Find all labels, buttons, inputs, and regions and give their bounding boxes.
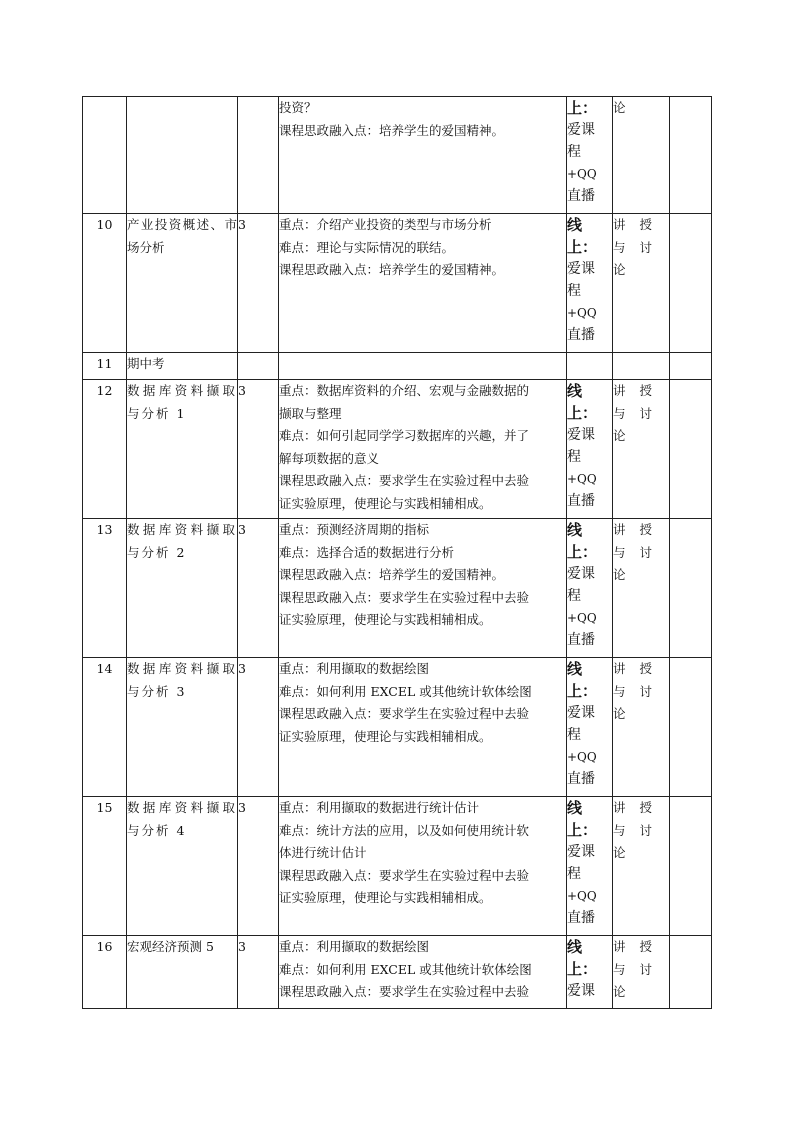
content-line: 课程思政融入点：培养学生的爱国精神。 (279, 122, 505, 138)
topic-cell: 数据库资料撷取与分析 4 (127, 797, 238, 936)
content-line: 投资？ (279, 100, 317, 115)
content-cell (279, 936, 567, 1009)
mode-line: 上： (567, 682, 598, 700)
content-cell (279, 214, 567, 353)
teaching-mode-cell (567, 797, 613, 936)
week-number: 13 (83, 519, 127, 658)
topic-cell: 宏观经济预测 5 (127, 936, 238, 1009)
hours-cell: 3 (238, 214, 279, 353)
content-line: 重点：利用撷取的数据绘图 (279, 939, 430, 954)
mode-line: 上： (567, 543, 598, 561)
teaching-method-cell: 论 (613, 97, 670, 214)
mode-line: 爱课 (567, 122, 595, 138)
teaching-method-cell: 讲授与讨论 (613, 797, 670, 936)
mode-line: 直播 (567, 771, 595, 787)
table-row (83, 797, 712, 936)
topic-cell: 期中考 (127, 353, 238, 380)
content-cell (279, 353, 567, 380)
mode-line: +QQ (567, 750, 597, 764)
content-line: 证实验原理，使理论与实践相辅相成。 (279, 495, 492, 511)
content-line: 课程思政融入点：要求学生在实验过程中去验 (279, 473, 530, 488)
hours-cell: 3 (238, 936, 279, 1009)
teaching-method-cell: 讲授与讨论 (613, 519, 670, 658)
week-number: 15 (83, 797, 127, 936)
remarks-cell (670, 519, 712, 658)
table-row (83, 380, 712, 519)
content-line: 难点：选择合适的数据进行分析 (279, 544, 455, 560)
mode-line: +QQ (567, 306, 597, 320)
content-line: 重点：利用撷取的数据绘图 (279, 661, 430, 676)
remarks-cell (670, 97, 712, 214)
content-line: 重点：利用撷取的数据进行统计估计 (279, 800, 480, 815)
mode-line: 线 (567, 938, 583, 956)
teaching-mode-cell (567, 658, 613, 797)
week-number: 11 (83, 353, 127, 380)
mode-line: +QQ (567, 611, 597, 625)
teaching-mode-cell (567, 519, 613, 658)
mode-line: 程 (567, 588, 581, 604)
hours-cell: 3 (238, 658, 279, 797)
mode-line: 线 (567, 382, 583, 400)
week-number (83, 97, 127, 214)
remarks-cell (670, 658, 712, 797)
remarks-cell (670, 380, 712, 519)
content-cell (279, 658, 567, 797)
mode-line: +QQ (567, 889, 597, 903)
content-cell (279, 97, 567, 214)
table-row (83, 658, 712, 797)
mode-line: 上： (567, 404, 598, 422)
course-schedule-table (82, 96, 712, 1009)
teaching-method-cell (613, 353, 670, 380)
content-line: 重点：数据库资料的介绍、宏观与金融数据的 (279, 383, 530, 398)
week-number: 14 (83, 658, 127, 797)
content-line: 难点：统计方法的应用，以及如何使用统计软 (279, 822, 530, 838)
content-line: 课程思政融入点：培养学生的爱国精神。 (279, 262, 505, 277)
content-line: 证实验原理，使理论与实践相辅相成。 (279, 890, 492, 905)
hours-cell: 3 (238, 380, 279, 519)
mode-line: 程 (567, 866, 581, 882)
content-line: 难点：如何利用 EXCEL 或其他统计软体绘图 (279, 961, 532, 977)
content-line: 课程思政融入点：培养学生的爱国精神。 (279, 567, 505, 582)
topic-cell: 数据库资料撷取与分析 2 (127, 519, 238, 658)
mode-line: 直播 (567, 493, 595, 509)
content-line: 难点：如何利用 EXCEL 或其他统计软体绘图 (279, 683, 532, 699)
mode-line: 爱课 (567, 844, 595, 860)
mode-line: 爱课 (567, 566, 595, 582)
mode-line: 程 (567, 283, 581, 299)
topic-cell (127, 97, 238, 214)
content-line: 证实验原理，使理论与实践相辅相成。 (279, 612, 492, 627)
hours-cell (238, 353, 279, 380)
mode-line: 上： (567, 99, 598, 117)
mode-line: 程 (567, 727, 581, 743)
table-row (83, 936, 712, 1009)
content-line: 证实验原理，使理论与实践相辅相成。 (279, 728, 492, 744)
remarks-cell (670, 353, 712, 380)
remarks-cell (670, 797, 712, 936)
mode-line: 爱课 (567, 261, 595, 277)
mode-line: 线 (567, 799, 583, 817)
teaching-mode-cell (567, 97, 613, 214)
mode-line: 爱课 (567, 983, 595, 999)
content-line: 体进行统计估计 (279, 845, 367, 860)
table-row (83, 519, 712, 658)
mode-line: 直播 (567, 910, 595, 926)
content-cell (279, 380, 567, 519)
teaching-method-cell: 讲授与讨论 (613, 658, 670, 797)
content-line: 课程思政融入点：要求学生在实验过程中去验 (279, 706, 530, 721)
teaching-method-cell: 讲授与讨论 (613, 214, 670, 353)
teaching-method-cell: 讲授与讨论 (613, 936, 670, 1009)
topic-cell: 数据库资料撷取与分析 3 (127, 658, 238, 797)
content-line: 难点：如何引起同学学习数据库的兴趣，并了 (279, 428, 530, 443)
week-number: 16 (83, 936, 127, 1009)
hours-cell (238, 97, 279, 214)
mode-line: 程 (567, 144, 581, 160)
mode-line: 直播 (567, 188, 595, 204)
topic-cell: 数据库资料撷取与分析 1 (127, 380, 238, 519)
mode-line: +QQ (567, 472, 597, 486)
mode-line: 线 (567, 216, 583, 234)
mode-line: 线 (567, 660, 583, 678)
mode-line: 爱课 (567, 705, 595, 721)
teaching-mode-cell (567, 214, 613, 353)
teaching-method-cell: 讲授与讨论 (613, 380, 670, 519)
content-line: 课程思政融入点：要求学生在实验过程中去验 (279, 984, 530, 999)
table-row (83, 214, 712, 353)
table-row (83, 97, 712, 214)
content-line: 课程思政融入点：要求学生在实验过程中去验 (279, 867, 530, 883)
mode-line: 上： (567, 960, 598, 978)
remarks-cell (670, 214, 712, 353)
teaching-mode-cell (567, 936, 613, 1009)
mode-line: 上： (567, 821, 598, 839)
mode-line: 直播 (567, 327, 595, 343)
table-row (83, 353, 712, 380)
mode-line: 直播 (567, 632, 595, 648)
content-line: 解每项数据的意义 (279, 450, 380, 466)
mode-line: 线 (567, 521, 583, 539)
hours-cell: 3 (238, 519, 279, 658)
teaching-mode-cell (567, 380, 613, 519)
teaching-mode-cell (567, 353, 613, 380)
week-number: 10 (83, 214, 127, 353)
content-line: 难点：理论与实际情况的联结。 (279, 239, 455, 255)
content-line: 重点：预测经济周期的指标 (279, 522, 430, 537)
mode-line: 爱课 (567, 427, 595, 443)
hours-cell: 3 (238, 797, 279, 936)
mode-line: 上： (567, 238, 598, 256)
topic-cell: 产业投资概述、市场分析 (127, 214, 238, 353)
remarks-cell (670, 936, 712, 1009)
week-number: 12 (83, 380, 127, 519)
mode-line: +QQ (567, 167, 597, 181)
content-line: 重点：介绍产业投资的类型与市场分析 (279, 217, 492, 232)
mode-line: 程 (567, 449, 581, 465)
content-line: 撷取与整理 (279, 405, 342, 421)
content-line: 课程思政融入点：要求学生在实验过程中去验 (279, 589, 530, 605)
content-cell (279, 519, 567, 658)
content-cell (279, 797, 567, 936)
